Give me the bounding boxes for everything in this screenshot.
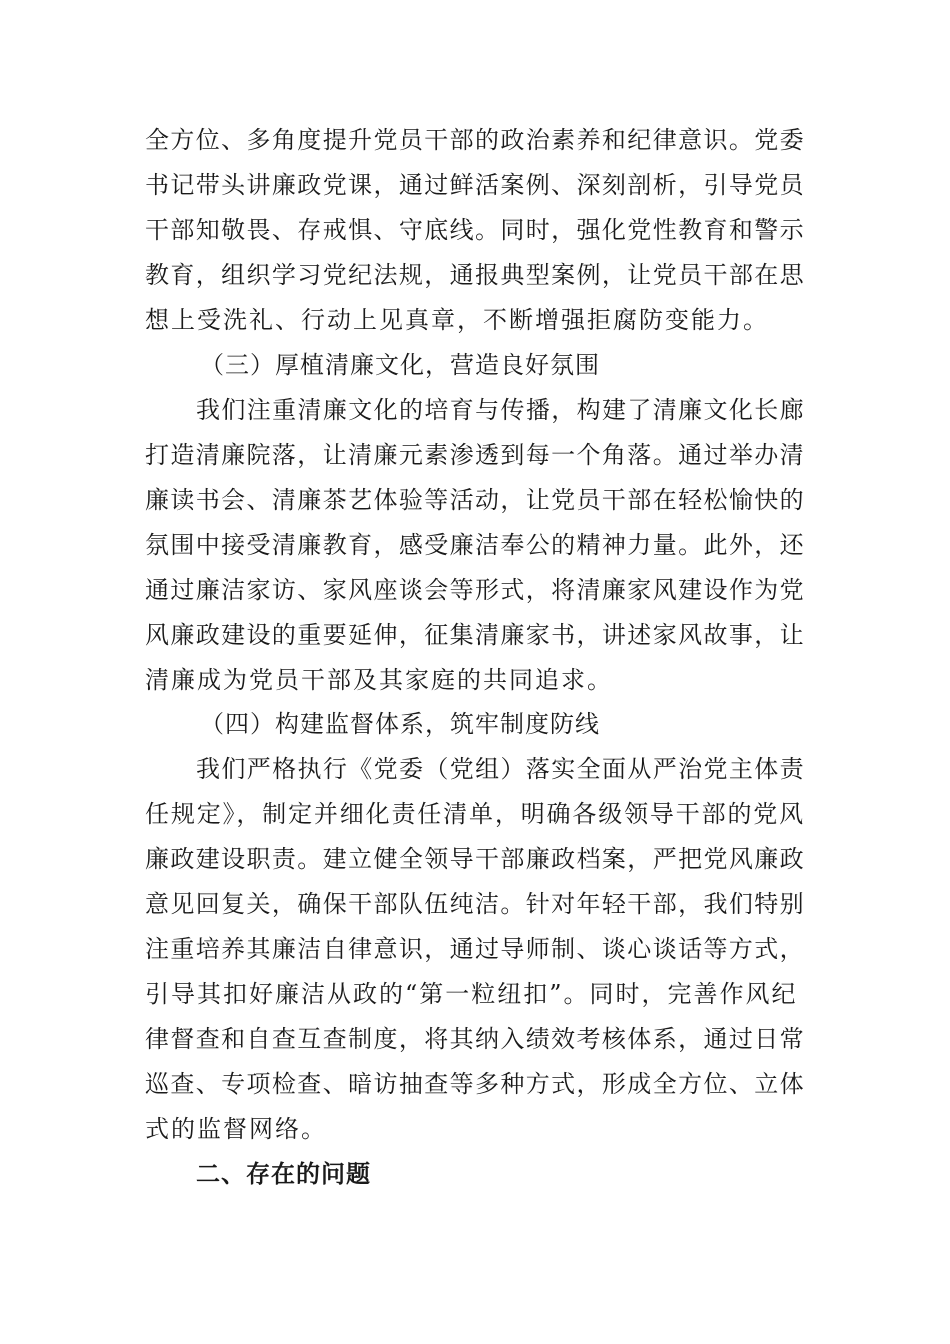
paragraph-line: 书记带头讲廉政党课，通过鲜活案例、深刻剖析，引导党员 xyxy=(145,171,805,199)
paragraph-line: 意见回复关，确保干部队伍纯洁。针对年轻干部，我们特别 xyxy=(145,890,805,918)
paragraph-line: 全方位、多角度提升党员干部的政治素养和纪律意识。党委 xyxy=(145,126,805,154)
paragraph-line: 通过廉洁家访、家风座谈会等形式，将清廉家风建设作为党 xyxy=(145,576,805,604)
paragraph-line: 我们严格执行《党委（党组）落实全面从严治党主体责 xyxy=(196,755,805,783)
paragraph-line: 风廉政建设的重要延伸，征集清廉家书，讲述家风故事，让 xyxy=(145,621,805,649)
section-heading-2: 二、存在的问题 xyxy=(196,1160,371,1188)
paragraph-line: 想上受洗礼、行动上见真章，不断增强拒腐防变能力。 xyxy=(145,306,769,334)
paragraph-line: 任规定》，制定并细化责任清单，明确各级领导干部的党风 xyxy=(145,800,805,828)
paragraph-line: 律督查和自查互查制度，将其纳入绩效考核体系，通过日常 xyxy=(145,1025,805,1053)
paragraph-line: 清廉成为党员干部及其家庭的共同追求。 xyxy=(145,666,613,694)
paragraph-line: 巡查、专项检查、暗访抽查等多种方式，形成全方位、立体 xyxy=(145,1070,805,1098)
section-heading-3: （三）厚植清廉文化，营造良好氛围 xyxy=(200,351,600,379)
section-heading-4: （四）构建监督体系，筑牢制度防线 xyxy=(200,710,600,738)
paragraph-line: 廉读书会、清廉茶艺体验等活动，让党员干部在轻松愉快的 xyxy=(145,486,805,514)
paragraph-line: 干部知敬畏、存戒惧、守底线。同时，强化党性教育和警示 xyxy=(145,216,805,244)
paragraph-line: 廉政建设职责。建立健全领导干部廉政档案，严把党风廉政 xyxy=(145,845,805,873)
paragraph-line: 打造清廉院落，让清廉元素渗透到每一个角落。通过举办清 xyxy=(145,441,805,469)
paragraph-line: 我们注重清廉文化的培育与传播，构建了清廉文化长廊 xyxy=(196,396,805,424)
paragraph-line: 式的监督网络。 xyxy=(145,1115,327,1143)
paragraph-line: 注重培养其廉洁自律意识，通过导师制、谈心谈话等方式， xyxy=(145,935,805,963)
paragraph-line: 教育，组织学习党纪法规，通报典型案例，让党员干部在思 xyxy=(145,261,805,289)
paragraph-line: 引导其扣好廉洁从政的“第一粒纽扣”。同时，完善作风纪 xyxy=(145,980,798,1008)
paragraph-line: 氛围中接受清廉教育，感受廉洁奉公的精神力量。此外，还 xyxy=(145,531,805,559)
